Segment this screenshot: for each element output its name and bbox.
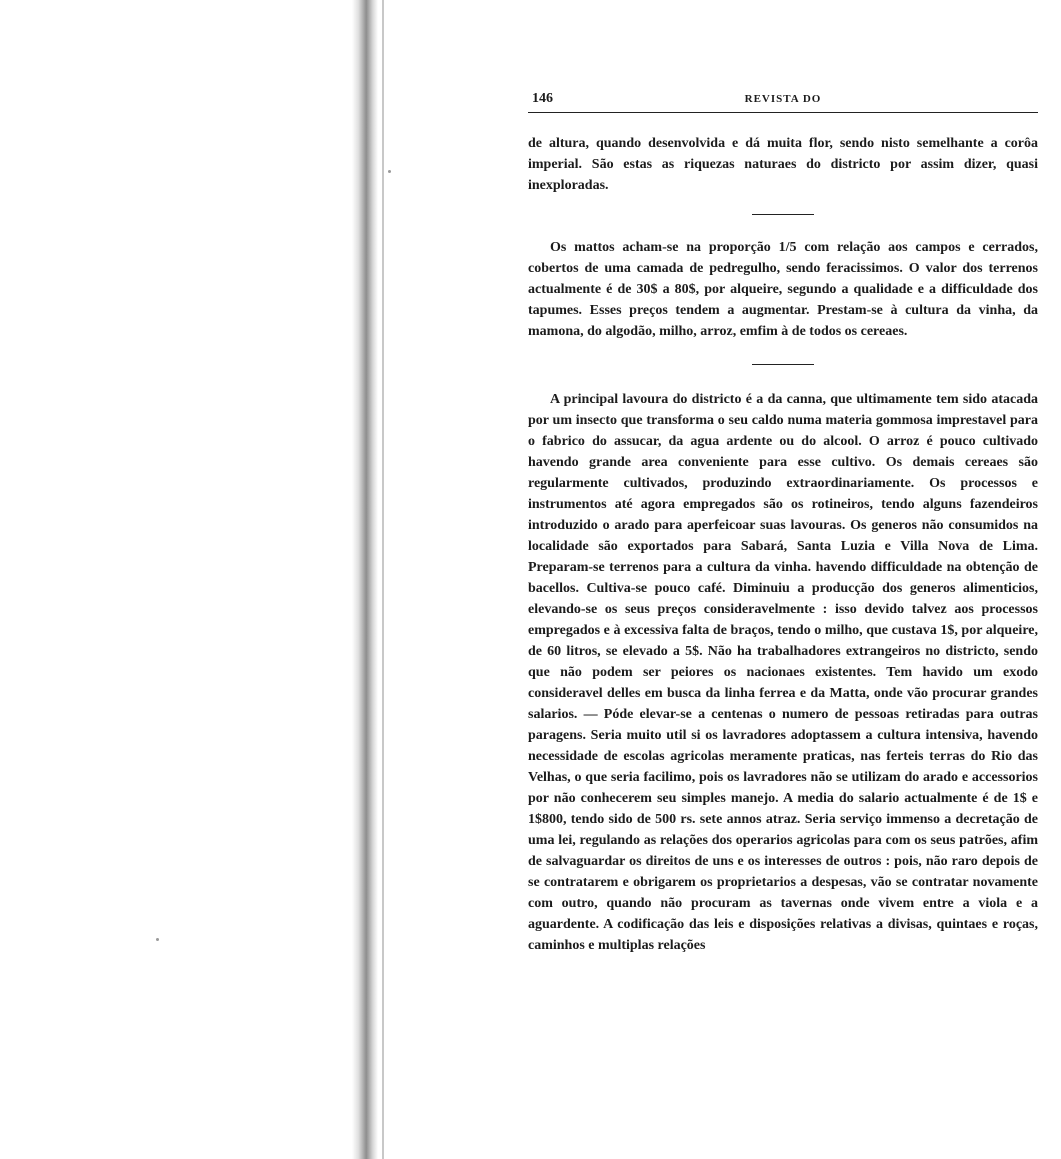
section-separator bbox=[752, 214, 814, 215]
running-title: REVISTA DO bbox=[744, 93, 822, 105]
book-binding-shadow bbox=[352, 0, 378, 1159]
paragraph-1: de altura, quando desenvolvida e dá muita flor, sendo nisto semelhante a corôa imperial. São estas as riquezas naturaes do districto por assim dizer, quasi inexploradas. bbox=[528, 136, 1038, 193]
section-separator bbox=[752, 364, 814, 365]
paragraph-2: Os mattos acham-se na proporção 1/5 com relação aos campos e cerrados, cobertos de uma camada de pedregulho, sendo feracissimos. O valor dos terrenos actualmente é de 30$ a 80$, por alqueire, segundo a qualidade e a difficuldade dos tapumes. Esses preços tendem a augmentar. Prestam-se à cultura da vinha, da mamona, do algodão, milho, arroz, emfim à de todos os cereaes. bbox=[528, 240, 1038, 339]
paper-speck bbox=[156, 938, 159, 941]
left-blank-page bbox=[0, 0, 520, 1159]
running-head bbox=[528, 88, 1038, 113]
page-number: 146 bbox=[532, 91, 553, 106]
text-page bbox=[528, 88, 1038, 956]
binding-edge-line bbox=[382, 0, 384, 1159]
paragraph-3: A principal lavoura do districto é a da canna, que ultimamente tem sido atacada por um insecto que transforma o seu caldo numa materia gommosa imprestavel para o fabrico do assucar, da agua ardente ou do alcool. O arroz é pouco cultivado havendo grande area conveniente para esse cultivo. Os demais cereaes são regularmente cultivados, produzindo extraordinariamente. Os processos e instrumentos até agora empregados são os rotineiros, tendo alguns fazendeiros introduzido o arado para aperfeicoar suas lavouras. Os generos não consumidos na localidade são exportados para Sabará, Santa Luzia e Villa Nova de Lima. Preparam-se terrenos para a cultura da vinha. havendo difficuldade na obtenção de bacellos. Cultiva-se pouco café. Diminuiu a producção dos generos alimenticios, elevando-se os seus preços consideravelmente : isso devido talvez aos processos empregados e à excessiva falta de braços, tendo o milho, que custava 1$, por alqueire, de 60 litros, se elevado a 5$. Não ha trabalhadores extrangeiros no districto, sendo que não podem ser peiores os nacionaes existentes. Tem havido um exodo consideravel delles em busca da linha ferrea e da Matta, onde vão procurar grandes salarios. — Póde elevar-se a centenas o numero de pessoas retiradas para outras paragens. Seria muito util si os lavradores adoptassem a cultura intensiva, havendo necessidade de escolas agricolas meramente praticas, nas ferteis terras do Rio das Velhas, o que seria facilimo, pois os lavradores não se utilizam do arado e accessorios por não conhecerem seu simples manejo. A media do salario actualmente é de 1$ e 1$800, tendo sido de 500 rs. sete annos atraz. Seria serviço immenso a decretação de uma lei, regulando as relações dos operarios agricolas para com os seus patrões, afim de salvaguardar os direitos de uns e os interesses de outros : pois, não raro depois de se contratarem e obrigarem os proprietarios a despesas, vão se contratar novamente com outro, quando não procuram as tavernas onde vivem entre a viola e a aguardente. A codificação das leis e disposições relativas a divisas, quintaes e roças, caminhos e multiplas relações bbox=[528, 392, 1038, 953]
paper-speck bbox=[388, 170, 391, 173]
